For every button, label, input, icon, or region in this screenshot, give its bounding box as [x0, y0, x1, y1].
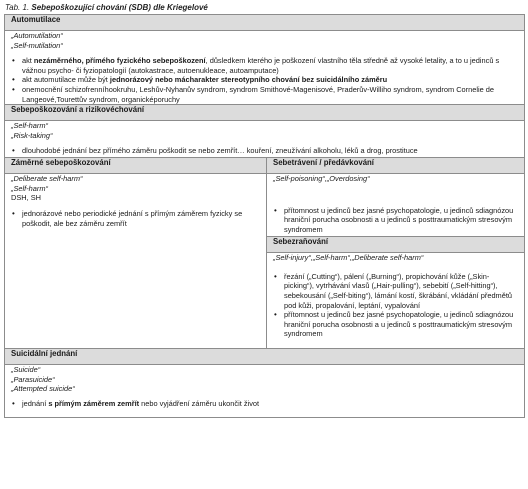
- suicidalni-body-row: [5, 365, 525, 418]
- sebezranovani-bullet-1: • řezání („Cutting“), pálení („Burning“), propichování kůže („Skin-picking“), vytrhávání vlasů („Hair-pulling“), sebebití („Self-hitting“), sebekousání („Self-biting“), lámání kostí, škrábání, vkládání předmětů pod kůži, propalování, leptání, vypalování: [281, 272, 518, 310]
- rizikove-terms: [11, 121, 518, 140]
- sebetraveni-bullets: [273, 206, 518, 235]
- zamerne-term-3: DSH, SH: [11, 193, 41, 203]
- automutilace-body-row: [5, 31, 525, 105]
- suicidalni-header-row: [5, 349, 525, 365]
- automutilace-bullet-2: • akt automutilace může být jednorázový nebo mácharakter stereotypního chování bez suicidálního záměru: [19, 75, 518, 85]
- zamerne-body-row: [5, 174, 525, 237]
- sebezranovani-body: [267, 253, 525, 349]
- zamerne-body: [5, 174, 267, 349]
- suicidalni-terms: [11, 365, 518, 394]
- rizikove-term-1: „Self-harm“: [11, 121, 48, 131]
- sdb-table: [4, 14, 525, 418]
- zamerne-bullets: [11, 209, 260, 228]
- zamerne-bullet-1: • jednorázové nebo periodické jednání s přímým záměrem fyzicky se poškodit, ale bez záměru zemřít: [19, 209, 260, 228]
- suicidalni-term-1: „Suicide“: [11, 365, 41, 375]
- automutilace-bullets: [11, 56, 518, 104]
- suicidalni-bullet-1: • jednání s přímým záměrem zemřít nebo vyjádření záměru ukončit život: [19, 399, 518, 409]
- rizikove-header-row: [5, 105, 525, 121]
- suicidalni-header: Suicidální jednání: [5, 349, 525, 365]
- rizikove-body-row: [5, 121, 525, 158]
- zamerne-header-row: [5, 158, 525, 174]
- rizikove-bullet-1: • dlouhodobé jednání bez přímého záměru poškodit se nebo zemřít… kouření, zneužívání alkoholu, léků a drog, prostituce: [19, 146, 518, 156]
- sebetraveni-bullet-1: • přítomnost u jedinců bez jasné psychopatologie, u jedinců sdiagnózou hraniční porucha osobnosti a u jedinců s posttraumatickým stresovým syndromem: [281, 206, 518, 235]
- suicidalni-term-2: „Parasuicide“: [11, 374, 55, 384]
- caption-title: Sebepoškozující chování (SDB) dle Kriegelové: [31, 3, 208, 12]
- automutilace-body: [5, 31, 525, 105]
- table-caption: [5, 3, 208, 12]
- sebetraveni-header: Sebetrávení / předávkování: [267, 158, 525, 174]
- zamerne-terms: [11, 174, 260, 203]
- rizikove-body: [5, 121, 525, 158]
- sebetraveni-body: [267, 174, 525, 237]
- suicidalni-bullets: [11, 399, 518, 409]
- automutilace-header-row: [5, 15, 525, 31]
- automutilace-bullet-1: • akt nezáměrného, přímého fyzického sebepoškození, důsledkem kterého je poškození vlastního těla středně až vysoké letality, a to u jedinců s vážnou psycho- či fyziopatologií (autokastrace, autoenukleace, autoamputace): [19, 56, 518, 75]
- automutilace-term-1: „Automutilation“: [11, 31, 63, 40]
- rizikove-bullets: [11, 146, 518, 156]
- automutilace-terms: [11, 31, 518, 50]
- automutilace-header: Automutilace: [5, 15, 525, 31]
- suicidalni-body: [5, 365, 525, 418]
- zamerne-term-2: „Self-harm“: [11, 183, 48, 193]
- suicidalni-term-3: „Attempted suicide“: [11, 384, 75, 394]
- automutilace-term-2: „Self-mutilation“: [11, 40, 63, 50]
- rizikove-header: Sebepoškozování a rizikovéchování: [5, 105, 525, 121]
- sebezranovani-bullet-2: • přítomnost u jedinců bez jasné psychopatologie, u jedinců sdiagnózou hraniční porucha osobnosti a u jedinců s posttraumatickým stresovým syndromem: [281, 310, 518, 339]
- zamerne-term-1: „Deliberate self-harm“: [11, 174, 83, 184]
- rizikove-term-2: „Risk-taking“: [11, 130, 53, 140]
- sebezranovani-header: Sebezraňování: [267, 237, 525, 253]
- sebezranovani-bullets: [273, 272, 518, 339]
- sebezranovani-terms: „Self-injury“,„Self-harm“,„Deliberate self-harm“: [273, 253, 424, 263]
- automutilace-bullet-3: • onemocnění schizofrenníhookruhu, Leshův-Nyhanův syndrom, syndrom Smithové-Magenisové, Praderův-Williho syndrom, syndrom Cornelie de Langeové,Tourettův syndrom, organicképoruchy: [19, 85, 518, 104]
- caption-prefix: Tab. 1.: [5, 3, 32, 12]
- sebetraveni-terms: „Self-poisoning“,„Overdosing“: [273, 174, 370, 184]
- zamerne-header: Záměrné sebepoškozování: [5, 158, 267, 174]
